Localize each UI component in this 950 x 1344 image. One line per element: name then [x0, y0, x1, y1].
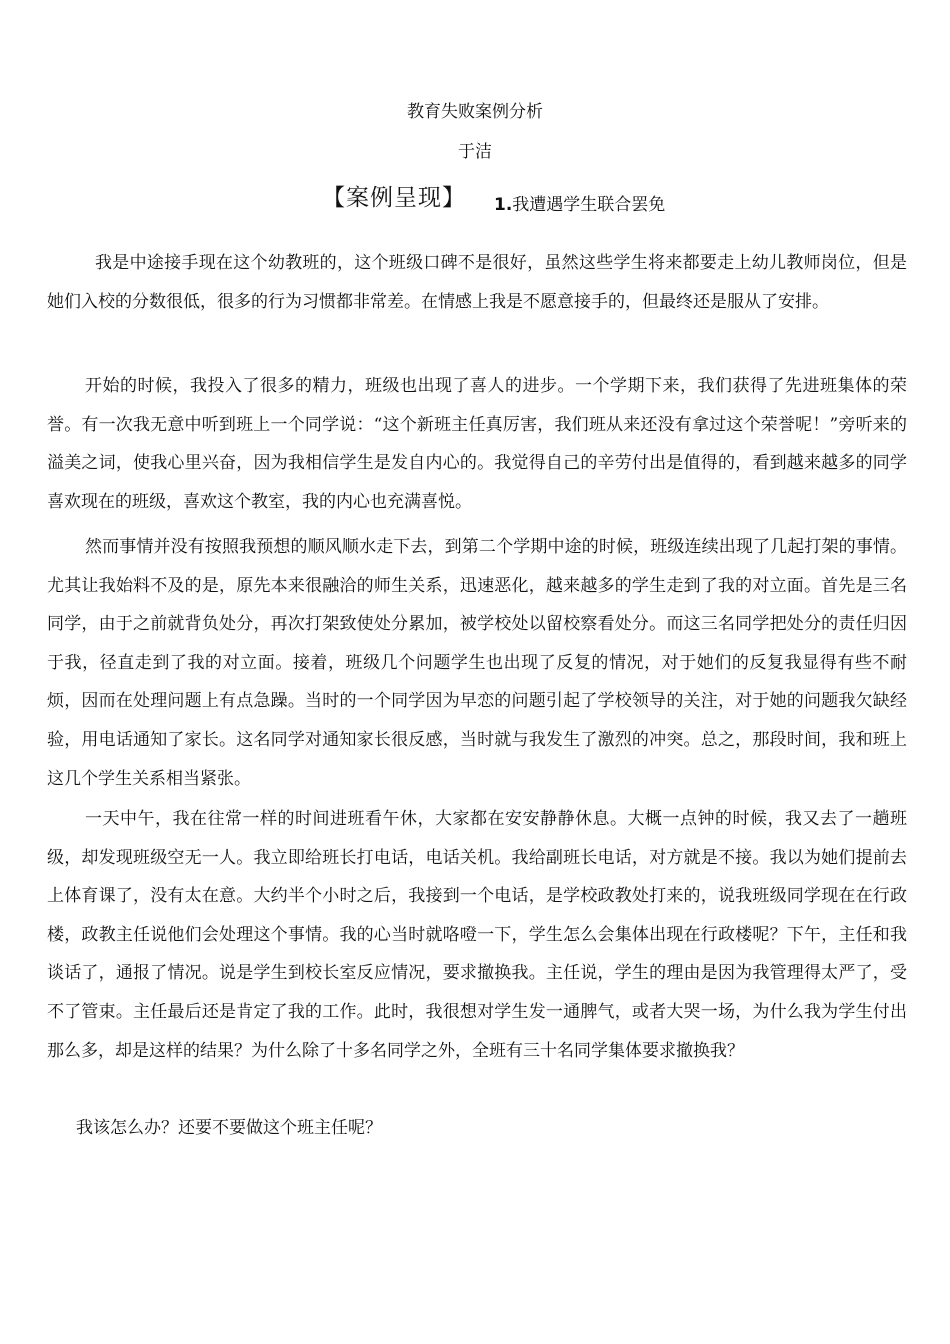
paragraph-3: 然而事情并没有按照我预想的顺风顺水走下去，到第二个学期中途的时候，班级连续出现了几起打架的事情。尤其让我始料不及的是，原先本来很融洽的师生关系，迅速恶化，越来越多的学生走到了我的对立面。首先是三名同学，由于之前就背负处分，再次打架致使处分累加，被学校处以留校察看处分。而这三名同学把处分的责任归因于我，径直走到了我的对立面。接着，班级几个问题学生也出现了反复的情况，对于她们的反复我显得有些不耐烦，因而在处理问题上有点急躁。当时的一个同学因为早恋的问题引起了学校领导的关注，对于她的问题我欠缺经验，用电话通知了家长。这名同学对通知家长很反感，当时就与我发生了激烈的冲突。总之，那段时间，我和班上这几个学生关系相当紧张。	[47, 537, 907, 789]
paragraph-4: 一天中午，我在往常一样的时间进班看午休，大家都在安安静静休息。大概一点钟的时候，我又去了一趟班级，却发现班级空无一人。我立即给班长打电话，电话关机。我给副班长电话，对方就是不接。我以为她们提前去上体育课了，没有太在意。大约半个小时之后，我接到一个电话，是学校政教处打来的，说我班级同学现在在行政楼，政教主任说他们会处理这个事情。我的心当时就咯噔一下，学生怎么会集体出现在行政楼呢？下午，主任和我谈话了，通报了情况。说是学生到校长室反应情况，要求撤换我。主任说，学生的理由是因为我管理得太严了，受不了管束。主任最后还是肯定了我的工作。此时，我很想对学生发一通脾气，或者大哭一场，为什么我为学生付出那么多，却是这样的结果？为什么除了十多名同学之外，全班有三十名同学集体要求撤换我？	[47, 809, 907, 1061]
document-title: 教育失败案例分析	[407, 102, 543, 122]
case-title-text: 我遭遇学生联合罢免	[512, 195, 666, 215]
paragraph-1: 我是中途接手现在这个幼教班的，这个班级口碑不是很好，虽然这些学生将来都要走上幼儿教师岗位，但是她们入校的分数很低，很多的行为习惯都非常差。在情感上我是不愿意接手的，但最终还是服从了安排。	[47, 253, 907, 312]
paragraph-2: 开始的时候，我投入了很多的精力，班级也出现了喜人的进步。一个学期下来，我们获得了先进班集体的荣誉。有一次我无意中听到班上一个同学说：“这个新班主任真厉害，我们班从来还没有拿过这个荣誉呢！”旁听来的溢美之词，使我心里兴奋，因为我相信学生是发自内心的。我觉得自己的辛劳付出是值得的，看到越来越多的同学喜欢现在的班级，喜欢这个教室，我的内心也充满喜悦。	[47, 376, 907, 512]
case-number: 1.	[494, 195, 513, 215]
case-title	[494, 193, 665, 217]
section-heading: 【案例呈现】	[322, 185, 466, 211]
paragraph-5: 我该怎么办？还要不要做这个班主任呢？	[76, 1118, 382, 1138]
author-name: 于洁	[458, 142, 492, 162]
